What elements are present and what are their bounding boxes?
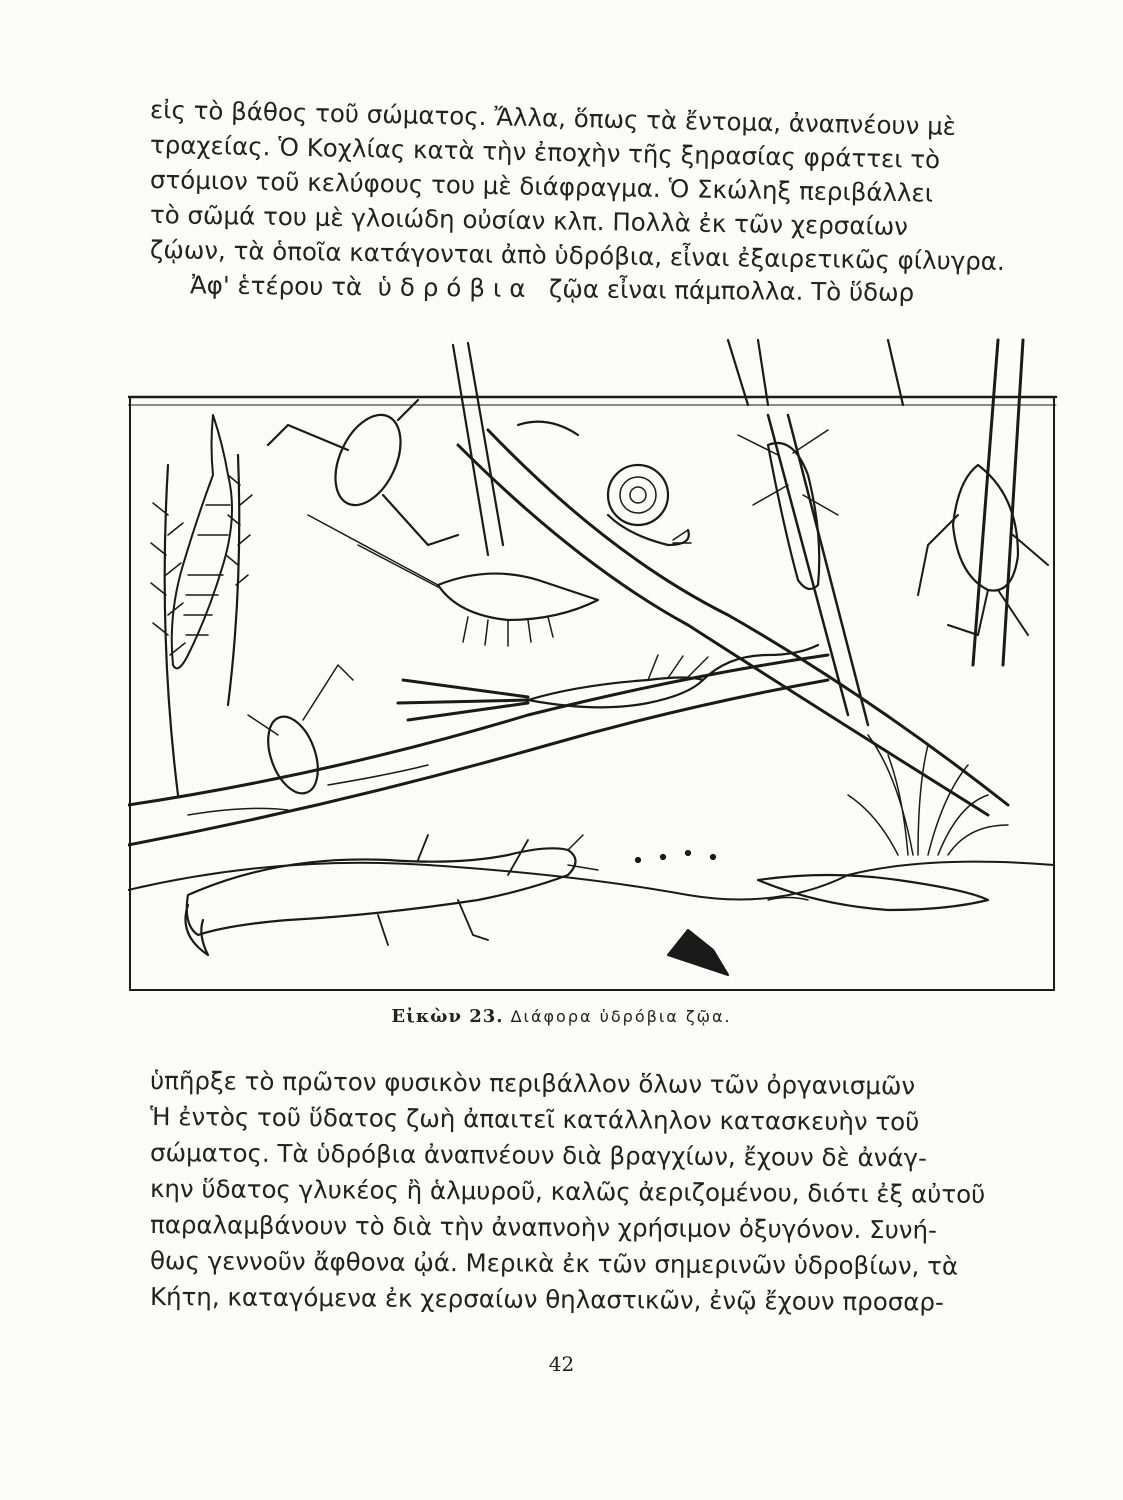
beetle-larva (172, 415, 232, 668)
damselfly-larva (768, 443, 819, 589)
caption-text: Διάφορα ὑδρόβια ζῷα. (510, 1007, 732, 1026)
stem (768, 415, 848, 715)
text-line: ὑπῆρξε τὸ πρῶτον φυσικὸν περιβάλλον ὅλων τῶν ὀργανισμῶν (149, 1066, 916, 1101)
text-line: σώματος. Τὰ ὑδρόβια ἀναπνέουν διὰ βραγχίων, ἔχουν δὲ ἀνάγ- (149, 1138, 927, 1173)
text-line: ζῴων, τὰ ὁποῖα κατάγονται ἀπὸ ὑδρόβια, εἶναι ἐξαιρετικῶς φίλυγρα. (149, 235, 1005, 276)
page-number: 42 (548, 1352, 575, 1376)
amphipod-antennae (308, 515, 438, 587)
leech (758, 875, 988, 910)
lake-bottom (128, 862, 1054, 900)
grass-tuft (848, 735, 1008, 855)
larva-legs (738, 430, 838, 515)
snail-shell-core (630, 487, 646, 503)
caption-label: Εἰκὼν 23. (391, 1006, 504, 1027)
branch-tip (518, 422, 578, 435)
text-line: θως γεννοῦν ἄφθονα ᾠά. Μερικὰ ἐκ τῶν σημερινῶν ὑδροβίων, τὰ (149, 1246, 959, 1281)
nymph-tail (398, 680, 528, 720)
newt-legs (378, 835, 528, 945)
snail-shell (608, 465, 668, 525)
amphipod-legs (463, 617, 553, 646)
branch (458, 445, 988, 815)
reed-stem (888, 340, 903, 405)
aquatic-animals-drawing (128, 335, 1058, 995)
top-paragraph (149, 92, 1060, 308)
amphipod (438, 574, 598, 620)
fish-fin (668, 930, 728, 975)
text-fragment: Ἀφ' ἑτέρου τὰ (189, 270, 363, 302)
log (128, 655, 828, 805)
branch (488, 430, 1008, 805)
text-line: Ἡ ἐντὸς τοῦ ὕδατος ζωὴ ἀπαιτεῖ κατάλληλον κατασκευὴν τοῦ (149, 1102, 920, 1137)
text-line: τὸ σῶμά του μὲ γλοιώδη οὐσίαν κλπ. Πολλὰ ἐκ τῶν χερσαίων (149, 200, 909, 241)
water-beetle (259, 710, 328, 800)
figure-illustration (128, 335, 1058, 995)
text-line: παραλαμβάνουν τὸ διὰ τὴν ἀναπνοὴν χρήσιμον ὀξυγόνον. Συνή- (149, 1210, 938, 1245)
text-line: στόμιον τοῦ κελύφους του μὲ διάφραγμα. Ὁ Σκώληξ περιβάλλει (149, 165, 934, 208)
weed-stem (228, 455, 239, 705)
snail-shell-inner (620, 477, 656, 513)
reed-stem (468, 343, 503, 545)
text-fragment: ζῷα εἶναι πάμπολλα. Τὸ ὕδωρ (548, 274, 915, 308)
water-bug (322, 405, 413, 516)
reed-stem (453, 345, 488, 555)
nymph-thorax (703, 645, 818, 680)
reed-stem (758, 340, 768, 405)
stem (788, 415, 868, 725)
reed-stem (1003, 340, 1023, 665)
newt-tail (186, 905, 209, 955)
figure-caption (0, 1005, 1123, 1027)
text-line: εἰς τὸ βάθος τοῦ σώματος. Ἄλλα, ὅπως τὰ ἔντομα, ἀναπνέουν μὲ (149, 95, 957, 141)
log (128, 680, 828, 845)
larva-segments (184, 505, 230, 635)
reed-stem (728, 340, 748, 405)
spaced-word: ὑδρόβια (377, 272, 534, 304)
text-line: κην ὕδατος γλυκέος ἢ ἁλμυροῦ, καλῶς ἀεριζομένου, διότι ἐξ αὐτοῦ (149, 1174, 986, 1209)
bottom-paragraph (150, 1063, 1060, 1315)
reed-stem (973, 340, 998, 665)
text-line: τραχείας. Ὁ Κοχλίας κατὰ τὴν ἐποχὴν τῆς ξηρασίας φράττει τὸ (149, 130, 941, 175)
text-line: Κήτη, καταγόμενα ἐκ χερσαίων θηλαστικῶν, ἐνῷ ἔχουν προσαρ- (149, 1282, 944, 1317)
